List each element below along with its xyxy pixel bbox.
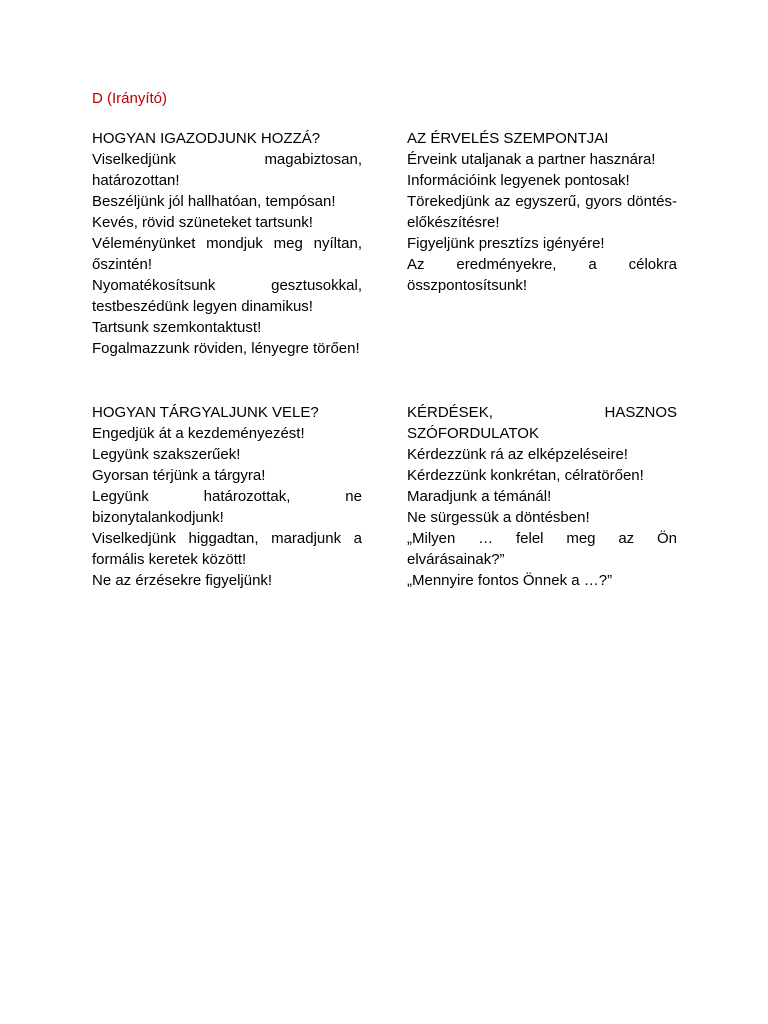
- section-line: Törekedjünk az egyszerű, gyors döntés-előkészítésre!: [407, 193, 677, 231]
- section-line: Engedjük át a kezdeményezést!: [92, 425, 305, 442]
- section-line: Ne az érzésekre figyeljünk!: [92, 572, 273, 589]
- section-title: HOGYAN TÁRGYALJUNK VELE?: [92, 404, 319, 421]
- section-line: „Milyen … felel meg az Ön elvárásainak?”: [407, 530, 677, 568]
- section-line: Figyeljünk presztízs igényére!: [407, 235, 605, 252]
- section-line: Kevés, rövid szüneteket tartsunk!: [92, 214, 313, 231]
- section-title: HOGYAN IGAZODJUNK HOZZÁ?: [92, 130, 321, 147]
- section-negotiate: [92, 402, 362, 591]
- section-line: Beszéljünk jól hallhatóan, tempósan!: [92, 193, 336, 210]
- section-line: Viselkedjünk magabiztosan, határozottan!: [92, 151, 362, 189]
- section-line: Nyomatékosítsunk gesztusokkal, testbeszédünk legyen dinamikus!: [92, 277, 362, 315]
- section-line: Az eredményekre, a célokra összpontosítsunk!: [407, 256, 677, 294]
- section-line: Kérdezzünk konkrétan, célratörően!: [407, 467, 644, 484]
- section-line: Véleményünket mondjuk meg nyíltan, őszintén!: [92, 235, 362, 273]
- section-title: KÉRDÉSEK, HASZNOS SZÓFORDULATOK: [407, 404, 677, 442]
- section-line: Viselkedjünk higgadtan, maradjunk a formális keretek között!: [92, 530, 362, 568]
- section-title: AZ ÉRVELÉS SZEMPONTJAI: [407, 130, 609, 147]
- section-line: Maradjunk a témánál!: [407, 488, 552, 505]
- section-line: Érveink utaljanak a partner hasznára!: [407, 151, 656, 168]
- section-line: Legyünk szakszerűek!: [92, 446, 241, 463]
- section-line: Gyorsan térjünk a tárgyra!: [92, 467, 266, 484]
- section-line: „Mennyire fontos Önnek a …?”: [407, 572, 613, 589]
- section-line: Kérdezzünk rá az elképzeléseire!: [407, 446, 628, 463]
- section-adapt: [92, 128, 362, 359]
- profile-title: D (Irányító): [92, 90, 168, 107]
- section-questions: [407, 402, 677, 591]
- section-line: Fogalmazzunk röviden, lényegre törően!: [92, 340, 360, 357]
- section-line: Információink legyenek pontosak!: [407, 172, 630, 189]
- section-line: Tartsunk szemkontaktust!: [92, 319, 262, 336]
- section-arguments: [407, 128, 677, 296]
- section-line: Ne sürgessük a döntésben!: [407, 509, 590, 526]
- section-line: Legyünk határozottak, ne bizonytalankodjunk!: [92, 488, 362, 526]
